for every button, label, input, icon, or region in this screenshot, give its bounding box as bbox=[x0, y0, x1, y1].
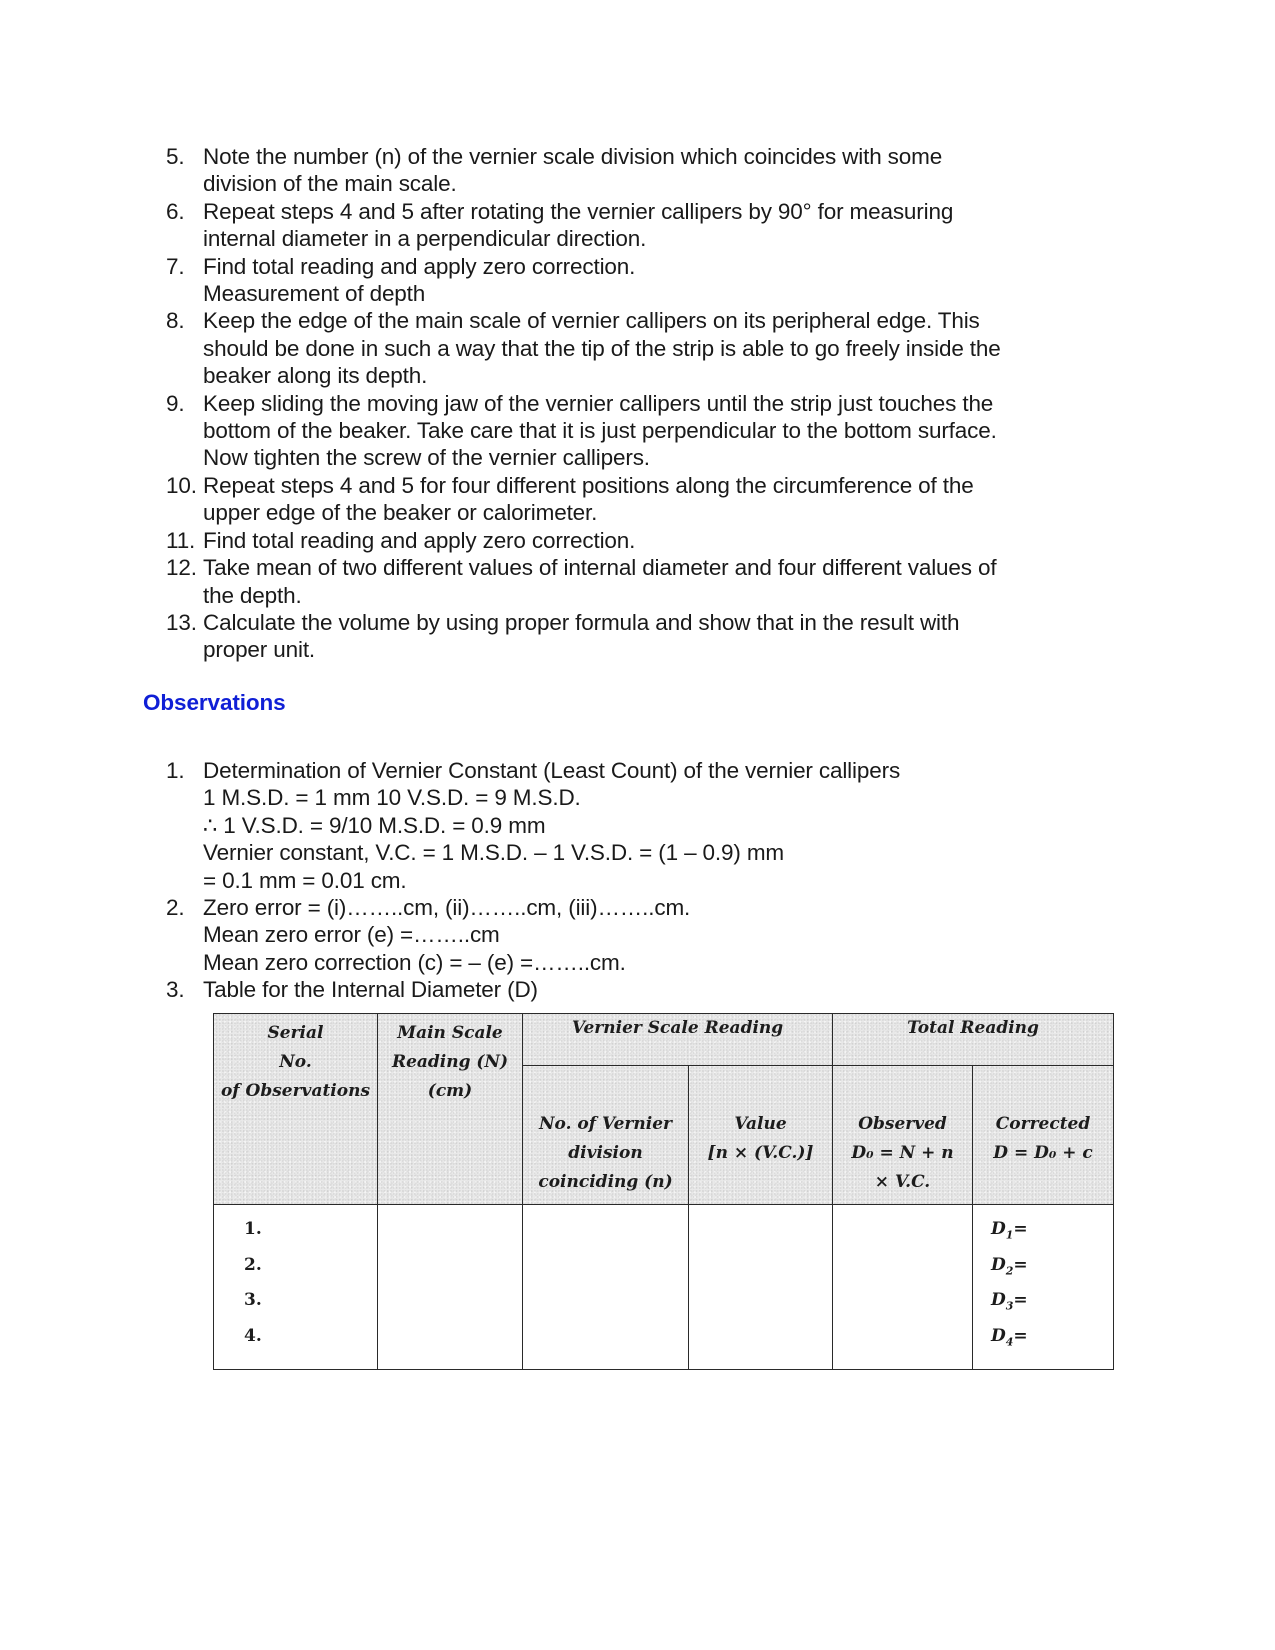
step-text: proper unit. bbox=[203, 637, 316, 663]
observation-text: Mean zero correction (c) = – (e) =……..cm. bbox=[203, 949, 626, 975]
step-number: 8. bbox=[166, 308, 185, 334]
observations-list bbox=[166, 757, 1086, 1004]
observation-text: Table for the Internal Diameter (D) bbox=[203, 977, 538, 1003]
observation-number: 2. bbox=[166, 895, 185, 921]
procedure-step bbox=[166, 307, 1086, 389]
step-text: beaker along its depth. bbox=[203, 363, 428, 389]
step-number: 12. bbox=[166, 555, 197, 581]
procedure-step bbox=[166, 253, 1086, 280]
main-scale-reading-cell bbox=[378, 1205, 523, 1370]
observation-text: 1 M.S.D. = 1 mm 10 V.S.D. = 9 M.S.D. bbox=[203, 785, 581, 811]
observations-heading: Observations bbox=[143, 690, 286, 715]
procedure-step bbox=[166, 554, 1086, 609]
procedure-step bbox=[166, 609, 1086, 664]
step-text: Find total reading and apply zero correction. bbox=[203, 527, 636, 553]
step-text: Repeat steps 4 and 5 after rotating the vernier callipers by 90° for measuring bbox=[203, 198, 954, 224]
step-text: Note the number (n) of the vernier scale division which coincides with some bbox=[203, 144, 943, 169]
step-number: 9. bbox=[166, 390, 185, 416]
corrected-value-label: $D_1=$ bbox=[991, 1219, 1028, 1242]
procedure-step bbox=[166, 198, 1086, 253]
corrected-value-label: $D_3=$ bbox=[991, 1290, 1028, 1313]
procedure-step bbox=[166, 527, 1086, 554]
header-vernier-division-count: No. of Vernier division coinciding (n) bbox=[523, 1066, 689, 1205]
step-number: 5. bbox=[166, 144, 185, 169]
procedure-steps-list bbox=[166, 143, 1086, 664]
step-text: Calculate the volume by using proper formula and show that in the result with bbox=[203, 609, 960, 635]
subheading-measurement-of-depth: Measurement of depth bbox=[203, 281, 426, 307]
step-text: internal diameter in a perpendicular direction. bbox=[203, 226, 647, 252]
serial-number: 2. bbox=[244, 1254, 262, 1275]
step-text: Keep the edge of the main scale of vernier callipers on its peripheral edge. This bbox=[203, 308, 980, 334]
step-text: bottom of the beaker. Take care that it is just perpendicular to the bottom surface. bbox=[203, 418, 997, 444]
observation-item bbox=[166, 757, 1086, 894]
step-number: 13. bbox=[166, 609, 197, 635]
internal-diameter-table bbox=[213, 1013, 1114, 1370]
observation-number: 1. bbox=[166, 758, 185, 783]
step-text: division of the main scale. bbox=[203, 171, 457, 197]
step-number: 10. bbox=[166, 472, 197, 498]
step-number: 7. bbox=[166, 253, 185, 279]
header-total-reading: Total Reading bbox=[833, 1014, 1114, 1066]
step-text: Find total reading and apply zero correction. bbox=[203, 253, 636, 279]
header-vernier-value: Value [n × (V.C.)] bbox=[689, 1066, 833, 1205]
observation-text: Determination of Vernier Constant (Least Count) of the vernier callipers bbox=[203, 758, 901, 783]
header-serial-no: Serial No. of Observations bbox=[214, 1014, 378, 1205]
corrected-reading-cell bbox=[973, 1205, 1114, 1370]
header-observed-reading: Observed D₀ = N + n × V.C. bbox=[833, 1066, 973, 1205]
step-text: should be done in such a way that the tip of the strip is able to go freely inside the bbox=[203, 335, 1001, 361]
observation-text: Mean zero error (e) =……..cm bbox=[203, 922, 500, 948]
corrected-value-label: $D_2=$ bbox=[991, 1254, 1028, 1277]
observation-text: ∴ 1 V.S.D. = 9/10 M.S.D. = 0.9 mm bbox=[203, 812, 546, 838]
observation-text: = 0.1 mm = 0.01 cm. bbox=[203, 867, 407, 893]
procedure-step bbox=[166, 390, 1086, 472]
step-number: 11. bbox=[166, 527, 196, 553]
step-text: upper edge of the beaker or calorimeter. bbox=[203, 500, 598, 526]
vernier-division-count-cell bbox=[523, 1205, 689, 1370]
observation-text: Zero error = (i)……..cm, (ii)……..cm, (iii)……..cm. bbox=[203, 895, 691, 921]
serial-number: 3. bbox=[244, 1290, 262, 1310]
observation-number: 3. bbox=[166, 977, 185, 1003]
vernier-value-cell bbox=[689, 1205, 833, 1370]
observed-reading-cell bbox=[833, 1205, 973, 1370]
table-body-row bbox=[214, 1205, 1114, 1370]
header-vernier-scale-reading: Vernier Scale Reading bbox=[523, 1014, 833, 1066]
corrected-value-label: $D_4=$ bbox=[991, 1325, 1028, 1348]
serial-number: 4. bbox=[244, 1325, 262, 1346]
step-text: Repeat steps 4 and 5 for four different positions along the circumference of the bbox=[203, 472, 974, 498]
header-corrected-reading: Corrected D = D₀ + c bbox=[973, 1066, 1114, 1205]
step-text: Keep sliding the moving jaw of the vernier callipers until the strip just touches the bbox=[203, 390, 994, 416]
observation-text: Vernier constant, V.C. = 1 M.S.D. – 1 V.S.D. = (1 – 0.9) mm bbox=[203, 840, 785, 866]
step-text: Take mean of two different values of internal diameter and four different values of bbox=[203, 555, 997, 581]
serial-number: 1. bbox=[244, 1219, 262, 1239]
serial-column-cell bbox=[214, 1205, 378, 1370]
header-main-scale-reading: Main Scale Reading (N) (cm) bbox=[378, 1014, 523, 1205]
procedure-step bbox=[166, 143, 1086, 198]
step-text: Now tighten the screw of the vernier callipers. bbox=[203, 445, 650, 471]
internal-diameter-table-figure bbox=[213, 1013, 1113, 1370]
observation-item bbox=[166, 976, 1086, 1003]
observation-item bbox=[166, 894, 1086, 976]
step-number: 6. bbox=[166, 198, 185, 224]
step-text: the depth. bbox=[203, 582, 302, 608]
procedure-step bbox=[166, 472, 1086, 527]
